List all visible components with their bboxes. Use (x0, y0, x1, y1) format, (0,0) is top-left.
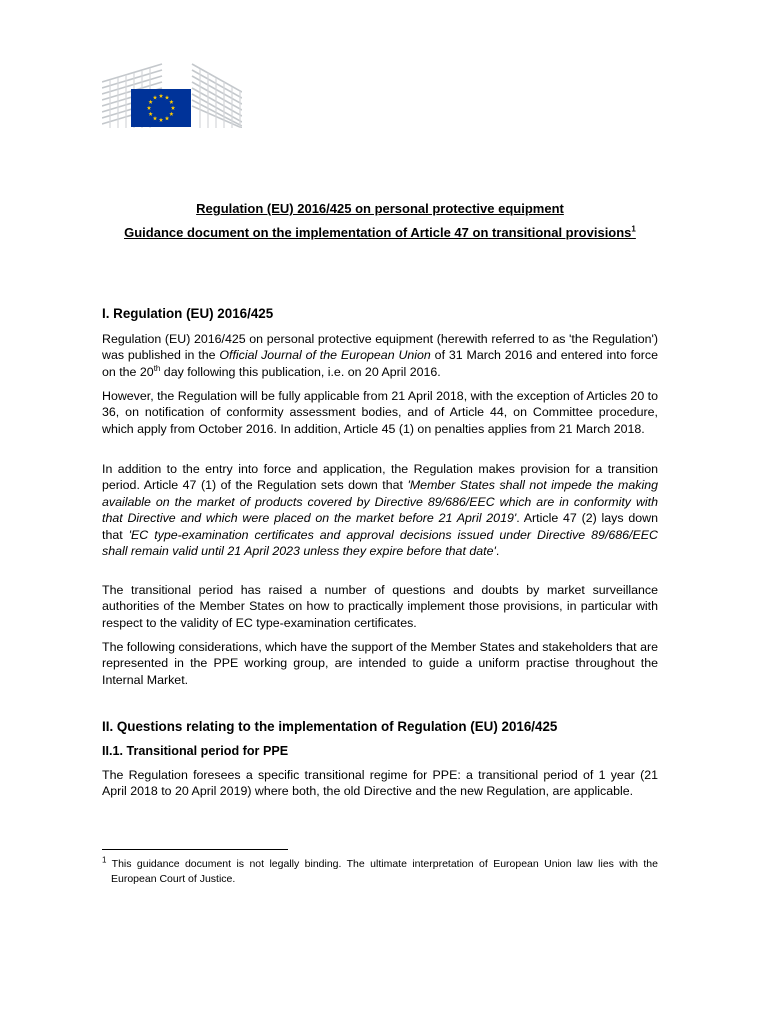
document-title (102, 201, 658, 217)
p3-text-c: . Article 47 (2) lays down that (102, 511, 658, 542)
footnote (102, 857, 658, 887)
document-subtitle (102, 225, 658, 241)
footnote-mark: 1 (102, 855, 107, 865)
section-1-paragraph-4: The transitional period has raised a number of questions and doubts by market surveillance authorities of the Member States on how to practically implement those provisions, in particular with respect to the validity of EC type-examination certificates. (102, 583, 658, 630)
title-text: Regulation (EU) 2016/425 on personal protective equipment (196, 201, 564, 216)
subtitle-label: Guidance document on the implementation of Article 47 on transitional provisions (124, 225, 632, 240)
section-1-paragraph-5: The following considerations, which have the support of the Member States and stakeholders that are represented in the PPE working group, are intended to guide a uniform practise throughout the Internal Market. (102, 640, 658, 687)
p3-quote-1: 'Member States shall not impede the making available on the market of products covered by Directive 89/686/EEC which are in conformity with that Directive and which were placed on the market before 21 April 2019' (102, 478, 658, 526)
p3-quote-2: 'EC type-examination certificates and approval decisions issued under Directive 89/686/EEC shall remain valid until 21 April 2023 unless they expire before that date' (102, 527, 658, 559)
p1-text-c: of 31 March 2016 and entered into force on the 20 (102, 348, 658, 379)
section-1-paragraph-2: However, the Regulation will be fully applicable from 21 April 2018, with the exception of Articles 20 to 36, on notification of conformity assessment bodies, and of Article 44, on Committee procedure, which apply from October 2016. In addition, Article 45 (1) on penalties applies from 21 March 2018. (102, 389, 658, 436)
p1-text-a: Regulation (EU) 2016/425 on personal protective equipment (herewith referred to as 'the Regulation') was published in the (102, 332, 658, 363)
footnote-text: This guidance document is not legally binding. The ultimate interpretation of European Union law lies with the European Court of Justice. (106, 858, 658, 885)
section-1-heading: I. Regulation (EU) 2016/425 (102, 306, 274, 321)
section-1-paragraph-1 (102, 331, 658, 380)
footnote-separator (102, 849, 288, 850)
p3-text-e: . (495, 544, 500, 559)
footnote-ref: 1 (631, 224, 636, 234)
p1-text-b: Official Journal of the European Union (219, 348, 431, 363)
p1-text-d: day following this publication, i.e. on 20 April 2016. (160, 364, 441, 379)
section-2-subheading: II.1. Transitional period for PPE (102, 744, 289, 758)
section-2-heading: II. Questions relating to the implementation of Regulation (EU) 2016/425 (102, 719, 558, 734)
section-2-paragraph-1: The Regulation foresees a specific transitional regime for PPE: a transitional period of 1 year (21 April 2018 to 20 April 2019) where both, the old Directive and the new Regulation, are applicable. (102, 768, 658, 799)
p1-sup: th (153, 363, 161, 373)
p3-text-a: In addition to the entry into force and application, the Regulation makes provision for a transition period. Article 47 (1) of the Regulation sets down that (102, 462, 658, 493)
section-1-paragraph-3 (102, 461, 658, 559)
subtitle-text (124, 225, 636, 240)
european-commission-logo (102, 62, 242, 128)
eu-flag-building-icon (102, 62, 242, 128)
